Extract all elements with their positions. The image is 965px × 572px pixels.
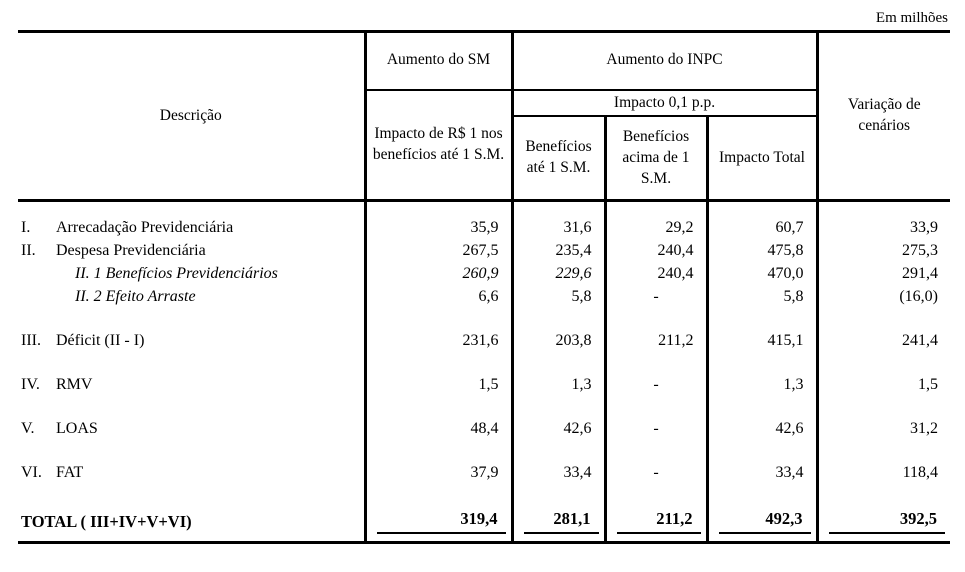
row-numeral: IV. xyxy=(21,375,40,393)
row-label: LOAS xyxy=(56,419,98,437)
header-descricao: Descrição xyxy=(18,32,365,201)
value-cell: 6,6 xyxy=(365,285,512,308)
row-label-cell xyxy=(18,200,365,239)
value-cell: (16,0) xyxy=(817,285,950,308)
value-cell: 48,4 xyxy=(365,396,512,440)
value-cell: 229,6 xyxy=(512,262,605,285)
total-value-underlined: 211,2 xyxy=(617,507,701,534)
header-impacto-r1: Impacto de R$ 1 nos benefícios até 1 S.M. xyxy=(365,90,512,201)
value-cell: 42,6 xyxy=(707,396,817,440)
value-cell: 33,4 xyxy=(707,440,817,484)
row-numeral: I. xyxy=(21,218,31,236)
value-cell: 33,4 xyxy=(512,440,605,484)
total-value-underlined: 319,4 xyxy=(377,507,506,534)
table-row-deficit xyxy=(18,308,950,352)
value-cell: 475,8 xyxy=(707,239,817,262)
row-label-cell xyxy=(18,440,365,484)
header-beneficios-acima-1sm: Benefícios acima de 1 S.M. xyxy=(605,116,707,200)
row-label: II. 2 Efeito Arraste xyxy=(75,287,196,305)
value-cell: 42,6 xyxy=(512,396,605,440)
value-cell: 275,3 xyxy=(817,239,950,262)
table-row-despesa xyxy=(18,239,950,262)
value-cell: 5,8 xyxy=(512,285,605,308)
row-label: FAT xyxy=(56,463,84,481)
value-cell: 1,3 xyxy=(512,352,605,396)
value-cell: 231,6 xyxy=(365,308,512,352)
total-value-underlined: 281,1 xyxy=(524,507,599,534)
value-cell xyxy=(365,484,512,543)
value-cell: 235,4 xyxy=(512,239,605,262)
row-numeral: II. xyxy=(21,241,36,259)
value-cell: 33,9 xyxy=(817,200,950,239)
value-cell xyxy=(817,484,950,543)
value-cell: 260,9 xyxy=(365,262,512,285)
row-label-cell xyxy=(18,396,365,440)
value-cell: 37,9 xyxy=(365,440,512,484)
table-row-rmv xyxy=(18,352,950,396)
value-cell: 241,4 xyxy=(817,308,950,352)
header-aumento-sm: Aumento do SM xyxy=(365,32,512,90)
table-header xyxy=(18,32,950,201)
value-cell xyxy=(605,484,707,543)
value-cell: 1,5 xyxy=(817,352,950,396)
header-row-groups xyxy=(18,32,950,90)
value-cell: 60,7 xyxy=(707,200,817,239)
value-cell: 240,4 xyxy=(605,262,707,285)
header-aumento-inpc: Aumento do INPC xyxy=(512,32,817,90)
fiscal-impact-table xyxy=(18,30,950,544)
row-numeral: III. xyxy=(21,331,41,349)
value-cell: 29,2 xyxy=(605,200,707,239)
table-row-total xyxy=(18,484,950,543)
table-row-efeito-arraste xyxy=(18,285,950,308)
value-cell: 240,4 xyxy=(605,239,707,262)
value-cell: 470,0 xyxy=(707,262,817,285)
value-cell: 31,6 xyxy=(512,200,605,239)
value-cell: - xyxy=(605,396,707,440)
value-cell: - xyxy=(605,440,707,484)
row-label-cell xyxy=(18,308,365,352)
value-cell: 118,4 xyxy=(817,440,950,484)
table-wrapper xyxy=(18,0,950,544)
row-label-cell xyxy=(18,262,365,285)
table-row-fat xyxy=(18,440,950,484)
value-cell: - xyxy=(605,285,707,308)
value-cell: 1,5 xyxy=(365,352,512,396)
value-cell: 211,2 xyxy=(605,308,707,352)
value-cell: 203,8 xyxy=(512,308,605,352)
row-label-cell xyxy=(18,352,365,396)
value-cell xyxy=(707,484,817,543)
value-cell: 415,1 xyxy=(707,308,817,352)
row-label: Arrecadação Previdenciária xyxy=(56,218,234,236)
table-row-arrecadacao xyxy=(18,200,950,239)
row-label: Déficit (II - I) xyxy=(56,331,145,349)
row-numeral: V. xyxy=(21,419,35,437)
row-label-cell xyxy=(18,484,365,543)
value-cell: - xyxy=(605,352,707,396)
table-row-loas xyxy=(18,396,950,440)
value-cell: 5,8 xyxy=(707,285,817,308)
row-label: RMV xyxy=(56,375,93,393)
value-cell: 1,3 xyxy=(707,352,817,396)
header-variacao-cenarios: Variação de cenários xyxy=(817,32,950,201)
value-cell: 31,2 xyxy=(817,396,950,440)
row-label: Despesa Previdenciária xyxy=(56,241,206,259)
total-value-underlined: 392,5 xyxy=(829,507,946,534)
header-impacto-total: Impacto Total xyxy=(707,116,817,200)
row-label: II. 1 Benefícios Previdenciários xyxy=(75,264,278,282)
table-body xyxy=(18,200,950,542)
value-cell: 267,5 xyxy=(365,239,512,262)
row-label-cell xyxy=(18,285,365,308)
value-cell: 291,4 xyxy=(817,262,950,285)
header-beneficios-ate-1sm: Benefícios até 1 S.M. xyxy=(512,116,605,200)
row-label: TOTAL ( III+IV+V+VI) xyxy=(21,511,192,531)
table-row-beneficios-previdenciarios xyxy=(18,262,950,285)
row-numeral: VI. xyxy=(21,463,42,481)
value-cell: 35,9 xyxy=(365,200,512,239)
value-cell xyxy=(512,484,605,543)
total-value-underlined: 492,3 xyxy=(719,507,811,534)
row-label-cell xyxy=(18,239,365,262)
unit-note: Em milhões xyxy=(875,10,948,26)
header-impacto-01pp: Impacto 0,1 p.p. xyxy=(512,90,817,117)
